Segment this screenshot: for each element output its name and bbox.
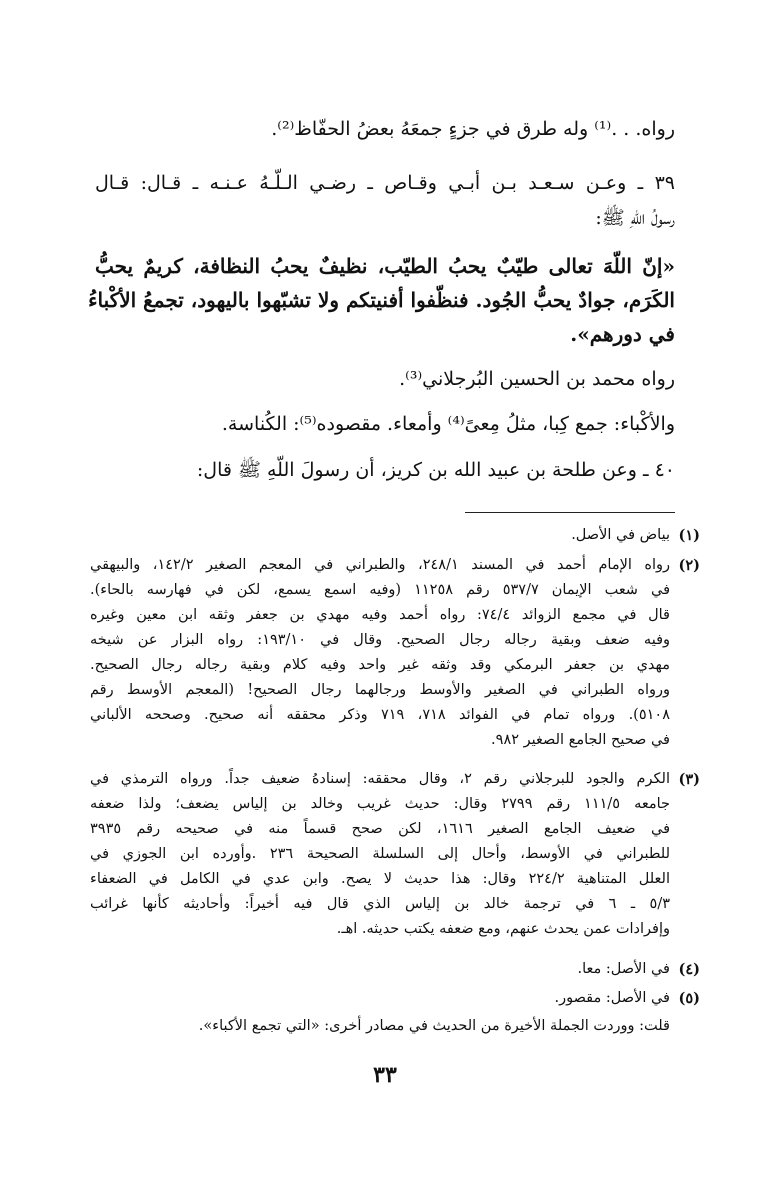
hadith-text-line: الكَرَم، جوادٌ يحبُّ الجُود. فنظّفوا أفنيتكم ولا تشبّهوا باليهود، تجمعُ الأكْباءُ [88, 288, 675, 312]
footnote-line: في صحيح الجامع الصغير ٩٨٢. [491, 732, 670, 748]
footnote-line: بياض في الأصل. [571, 527, 670, 543]
footnote-line: جامعه ١١١/٥ رقم ٢٧٩٩ وقال: حديث غريب وخالد بن إلياس يضعف؛ ولذا ضعفه [90, 796, 670, 812]
footnote-line: قال في مجمع الزوائد ٧٤/٤: رواه أحمد وفيه مهدي بن جعفر وثقه ابن معين وغيره [90, 607, 670, 623]
footnote-number: (١) [678, 527, 700, 544]
footnote-number: (٢) [678, 557, 700, 574]
footnote-line: مهدي بن جعفر البرمكي وقد وثقه غير واحد وفيه كلام وبقية رجاله رجال الصحيح. [90, 657, 670, 673]
footnote-number: (٤) [678, 961, 700, 978]
footnote-line: في الأصل: معا. [577, 961, 670, 977]
footnote-line: في الأصل: مقصور. [554, 990, 670, 1006]
footnote-line: ٥١٠٨). ورواه تمام في الفوائد ٧١٨، ٧١٩ وذكر محققه أنه صحيح. وصححه الألباني [90, 707, 670, 723]
page-number: ٣٣ [373, 1062, 397, 1088]
footnote-line: في شعب الإيمان ٥٣٧/٧ رقم ١١٢٥٨ (وفيه اسمع يسمع، لكن في فهارسه بالحاء). [90, 582, 670, 598]
footnote-line: العلل المتناهية ٢٢٤/٢ وقال: هذا حديث لا يصح. وابن عدي في الكامل في الضعفاء [90, 871, 670, 887]
note-line: قلت: ووردت الجملة الأخيرة من الحديث في مصادر أخرى: «التي تجمع الأكباء». [198, 1018, 670, 1034]
hadith-text-line: في دورهم». [570, 322, 675, 346]
footnote-line: وإفرادات عمن يحدث عنهم، ومع ضعفه يكتب حديثه. اهـ. [336, 921, 670, 937]
footnote-number: (٥) [678, 990, 700, 1007]
footnote-separator [465, 512, 675, 513]
footnote-line: في ضعيف الجامع الصغير ١٦١٦، لكن صحح قسماً منه في صحيحه رقم ٣٩٣٥ [90, 821, 671, 837]
footnote-line: ٥/٣ ـ ٦ في ترجمة خالد بن إلياس الذي قال فيه أخيراً: وأحاديثه كأنها غرائب [90, 896, 671, 912]
text-line: رواه. . .⁽¹⁾ وله طرق في جزءٍ جمعَهُ بعضُ الحفّاظ⁽²⁾. [271, 118, 675, 140]
footnote-line: الكرم والجود للبرجلاني رقم ٢، وقال محققه: إسنادهُ ضعيف جداً. ورواه الترمذي في [90, 771, 670, 787]
text-line: رسولُ اللّهِ ﷺ: [595, 207, 675, 229]
footnote-line: ورواه الطبراني في الصغير والأوسط ورجالهما رجال الصحيح! (المعجم الأوسط رقم [90, 682, 670, 698]
footnote-line: رواه الإمام أحمد في المسند ٢٤٨/١، والطبراني في المعجم الصغير ١٤٢/٢، والبيهقي [90, 557, 671, 573]
hadith-text-line: «إنّ اللّهَ تعالى طيّبٌ يحبُ الطيّب، نظيفٌ يحبُ النظافة، كريمٌ يحبُّ [95, 254, 675, 278]
footnote-line: للطبراني في الأوسط، وأحال إلى السلسلة الصحيحة ٢٣٦ .وأورده ابن الجوزي في [90, 846, 671, 862]
footnote-line: وفيه ضعف وبقية رجاله رجال الصحيح. وقال في ١٩٣/١٠: رواه البزار عن شيخه [90, 632, 670, 648]
text-line: رواه محمد بن الحسين البُرجلاني⁽³⁾. [399, 368, 675, 390]
hadith-39-heading: ٣٩ ـ وعـن سـعـد بـن أبـي وقـاص ـ رضـي الـلّـهُ عـنـه ـ قـال: قـال [95, 172, 675, 194]
hadith-40-heading: ٤٠ ـ وعن طلحة بن عبيد الله بن كريز، أن رسولَ اللّهِ ﷺ قال: [196, 459, 675, 481]
text-line: والأكْباء: جمع كِبا، مثلُ مِعىً⁽⁴⁾ وأمعاء. مقصوده⁽⁵⁾: الكُناسة. [221, 413, 675, 435]
footnote-number: (٣) [678, 771, 700, 788]
